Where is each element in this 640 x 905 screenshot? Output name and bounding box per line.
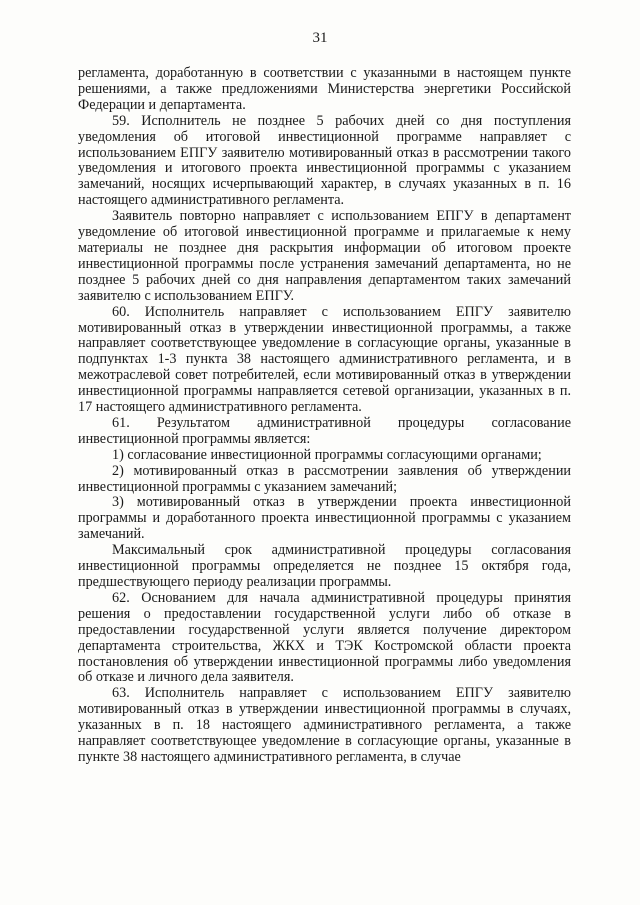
list-item-1: 1) согласование инвестиционной программы согласующими органами;: [112, 446, 542, 463]
page-number: 31: [312, 30, 328, 46]
paragraph-61: 61. Результатом административной процедуры согласование инвестиционной программы является:: [78, 414, 571, 447]
paragraph-59: 59. Исполнитель не позднее 5 рабочих дней со дня поступления уведомления об итоговой инвестиционной программе направляет с использованием ЕПГУ заявителю мотивированный отказ в рассмотрении такого уведомления и итогового проекта инвестиционной программы с указанием замечаний, носящих исчерпывающий характер, в случаях указанных в п. 16 настоящего административного регламента.: [78, 112, 571, 209]
paragraph-resubmission: Заявитель повторно направляет с использованием ЕПГУ в департамент уведомление об итоговой инвестиционной программе и прилагаемые к нему материалы не позднее дня раскрытия информации об итоговом проекте инвестиционной программы после устранения замечаний департамента, но не позднее 5 рабочих дней со дня направления департаментом таких замечаний заявителю с использованием ЕПГУ.: [78, 208, 571, 304]
list-item-3: 3) мотивированный отказ в утверждении проекта инвестиционной программы и доработанного проекта инвестиционной программы с указанием замечаний.: [78, 494, 571, 543]
list-item-2: 2) мотивированный отказ в рассмотрении заявления об утверждении инвестиционной программы с указанием замечаний;: [78, 462, 571, 495]
paragraph-62: 62. Основанием для начала административной процедуры принятия решения о предоставлении государственной услуги либо об отказе в предоставлении государственной услуги является получение директором департамента строительства, ЖКХ и ТЭК Костромской области проекта постановления об утверждении инвестиционной программы либо уведомления об отказе и личного дела заявителя.: [78, 589, 571, 686]
paragraph-continuation: регламента, доработанную в соответствии с указанными в настоящем пункте решениями, а также предложениями Министерства энергетики Российской Федерации и департамента.: [78, 65, 571, 113]
paragraph-63: 63. Исполнитель направляет с использованием ЕПГУ заявителю мотивированный отказ в утверждении инвестиционной программы в случаях, указанных в п. 18 настоящего административного регламента, а также направляет соответствующее уведомление в согласующие органы, указанные в пункте 38 настоящего административного регламента, в случае: [78, 685, 571, 765]
paragraph-60: 60. Исполнитель направляет с использованием ЕПГУ заявителю мотивированный отказ в утверждении инвестиционной программы, а также направляет соответствующее уведомление в согласующие органы, указанные в подпунктах 1-3 пункта 38 настоящего административного регламента, и в межотраслевой совет потребителей, если мотивированный отказ в утверждении инвестиционной программы направляется сетевой организации, указанных в п. 17 настоящего административного регламента.: [78, 303, 571, 416]
paragraph-max-term: Максимальный срок административной процедуры согласования инвестиционной программы определяется не позднее 15 октября года, предшествующего периоду реализации программы.: [78, 542, 571, 590]
document-body: [78, 66, 571, 766]
